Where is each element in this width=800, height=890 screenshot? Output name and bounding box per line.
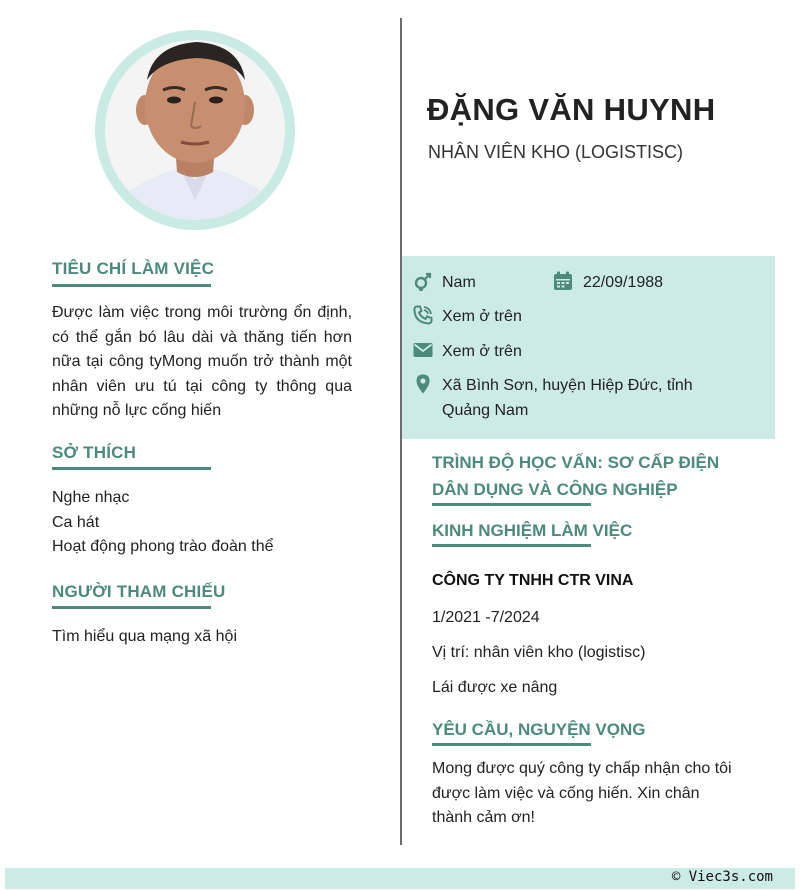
criteria-line: tiến hơn nữa tại công tyMong muốn trở (52, 328, 353, 370)
criteria-line: thành một nhân viên ưu tú tại công ty (52, 353, 352, 395)
work-period: 1/2021 -7/2024 (432, 609, 540, 626)
birthdate-value: 22/09/1988 (583, 274, 664, 291)
company-name: CÔNG TY TNHH CTR VINA (432, 572, 634, 589)
section-underline (432, 503, 591, 506)
wishes-line: Mong được quý công ty chấp nhận cho tôi (432, 760, 732, 777)
criteria-text (52, 301, 352, 424)
footer-credit[interactable]: © Viec3s.com (671, 869, 773, 885)
section-title-reference: NGƯỜI THAM CHIẾU (52, 582, 226, 601)
section-underline (432, 544, 591, 547)
work-role: Vị trí: nhân viên kho (logistisc) (432, 644, 646, 661)
criteria-line: thông qua những nỗ lực cống hiến (52, 377, 352, 419)
email-value: Xem ở trên (442, 343, 522, 360)
avatar-photo (105, 40, 285, 220)
education-title (432, 449, 719, 503)
location-icon (413, 374, 433, 394)
candidate-name: ĐẶNG VĂN HUYNH (427, 92, 716, 127)
education-title-line: DÂN DỤNG VÀ CÔNG NGHIỆP (432, 480, 678, 499)
contact-panel (402, 256, 775, 439)
education-title-line: TRÌNH ĐỘ HỌC VẤN: SƠ CẤP ĐIỆN (432, 453, 720, 472)
hobbies-list (52, 486, 274, 560)
criteria-line: định, có thể gắn bó lâu dài và thăng (52, 304, 353, 346)
avatar (105, 40, 285, 220)
calendar-icon (553, 271, 573, 291)
avatar-frame (95, 30, 295, 230)
section-underline (52, 284, 211, 287)
hobby-item: Ca hát (52, 513, 100, 531)
address-line: Quảng Nam (442, 402, 529, 419)
email-icon (413, 340, 433, 360)
phone-icon (413, 305, 433, 325)
wishes-text (432, 757, 762, 831)
gender-value: Nam (442, 274, 476, 291)
gender-icon (413, 271, 433, 291)
wishes-title: YÊU CẦU, NGUYỆN VỌNG (432, 720, 646, 739)
reference-text: Tìm hiểu qua mạng xã hội (52, 628, 237, 645)
section-title-criteria: TIÊU CHÍ LÀM VIỆC (52, 259, 215, 278)
candidate-position: NHÂN VIÊN KHO (LOGISTISC) (428, 142, 684, 162)
wishes-line: được làm việc và cống hiến. Xin chân (432, 784, 700, 802)
address-line: Xã Bình Sơn, huyện Hiệp Đức, tỉnh (442, 377, 693, 394)
experience-title: KINH NGHIỆM LÀM VIỆC (432, 521, 633, 540)
section-title-hobbies: SỞ THÍCH (52, 443, 137, 462)
wishes-line: thành cảm ơn! (432, 809, 535, 826)
phone-value: Xem ở trên (442, 308, 522, 325)
work-skill: Lái được xe nâng (432, 679, 558, 696)
section-underline (52, 467, 211, 470)
hobby-item: Nghe nhạc (52, 489, 130, 506)
section-underline (432, 743, 591, 746)
criteria-line: Được làm việc trong môi trường ổn (52, 304, 312, 321)
section-underline (52, 606, 211, 609)
hobby-item: Hoạt động phong trào đoàn thể (52, 538, 274, 555)
